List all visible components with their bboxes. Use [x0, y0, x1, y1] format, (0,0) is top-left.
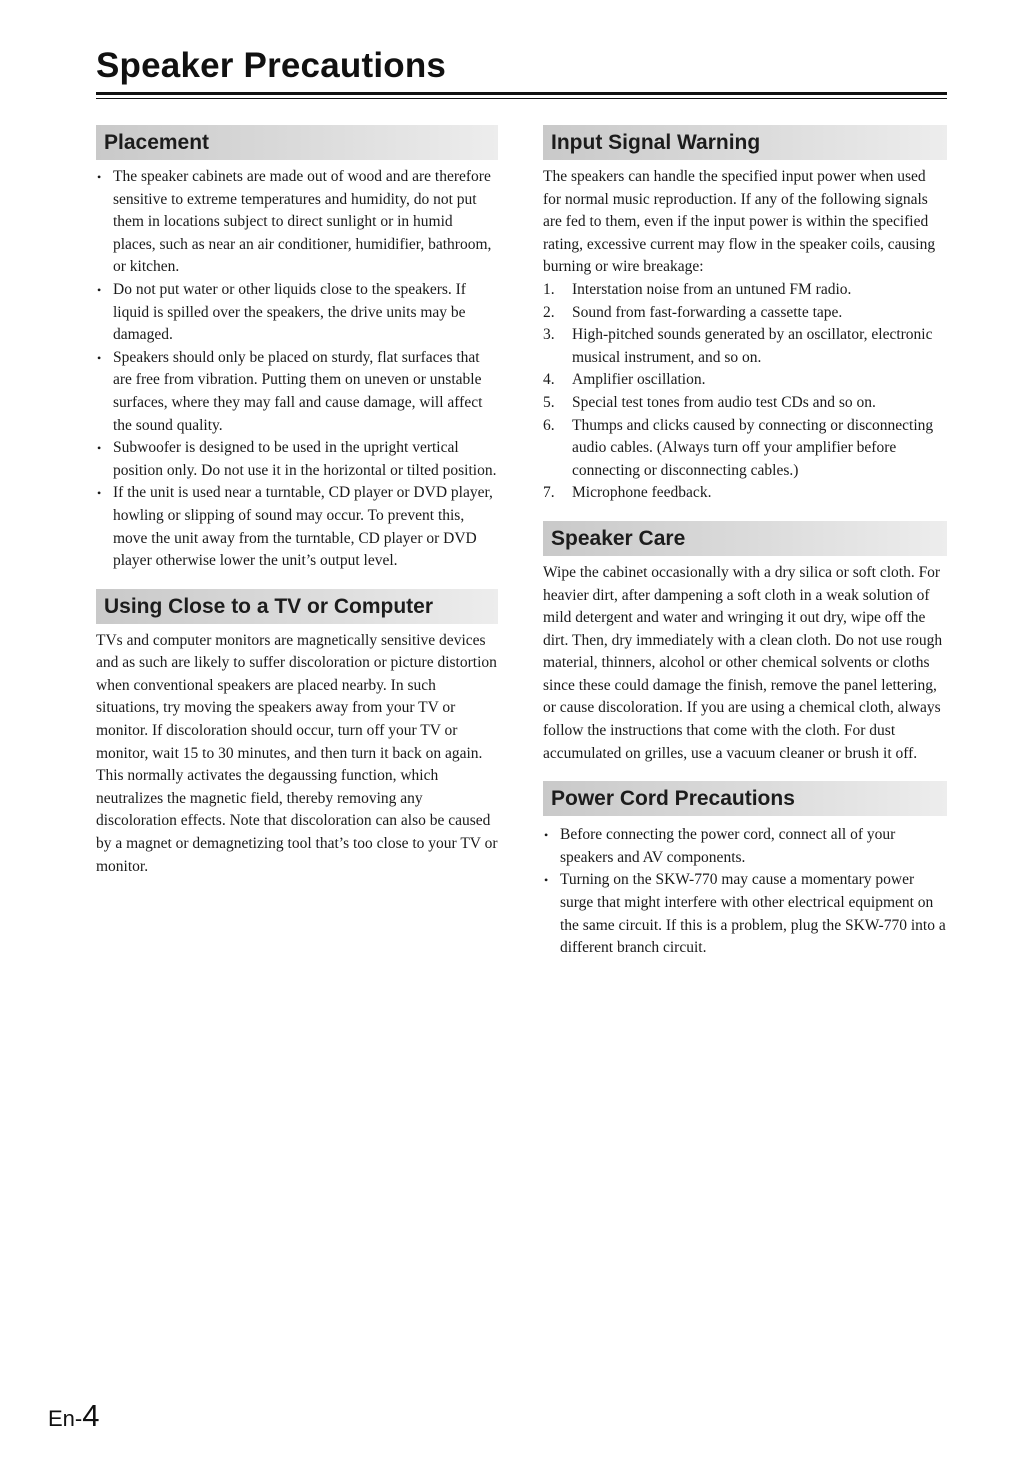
- item-text: Special test tones from audio test CDs and so on.: [572, 393, 876, 411]
- input-signal-item: [543, 415, 947, 483]
- power-cord-list: [543, 824, 947, 960]
- placement-item: • Speakers should only be placed on sturdy, flat surfaces that are free from vibration. Putting them on uneven or unstable surfaces, where they may fall and cause damage, will affect the sound quality.: [96, 347, 498, 437]
- speaker-care-heading: Speaker Care: [543, 521, 947, 556]
- placement-item: • The speaker cabinets are made out of wood and are therefore sensitive to extreme temperatures and humidity, do not put them in locations subject to direct sunlight or in humid places, such as near an air conditioner, humidifier, bathroom, or kitchen.: [96, 166, 498, 279]
- input-signal-list: [543, 279, 947, 505]
- input-signal-item: [543, 482, 947, 505]
- page-number-digit: 4: [82, 1398, 100, 1433]
- input-signal-section: [543, 125, 947, 505]
- input-signal-item: [543, 279, 947, 302]
- power-cord-section: [543, 781, 947, 960]
- page-number: [48, 1398, 100, 1434]
- power-cord-item: • Turning on the SKW-770 may cause a momentary power surge that might interfere with other electrical equipment on the same circuit. If this is a problem, plug the SKW-770 into a different branch circuit.: [543, 869, 947, 959]
- title-rule-thin: [96, 98, 947, 99]
- placement-item: • Subwoofer is designed to be used in the upright vertical position only. Do not use it in the horizontal or tilted position.: [96, 437, 498, 482]
- item-text: Interstation noise from an untuned FM radio.: [572, 280, 852, 298]
- item-text: Amplifier oscillation.: [572, 371, 706, 389]
- right-column: [543, 125, 947, 968]
- tv-heading: Using Close to a TV or Computer: [96, 589, 498, 624]
- input-signal-heading: Input Signal Warning: [543, 125, 947, 160]
- item-number: 1.: [543, 280, 555, 298]
- speaker-care-paragraph: Wipe the cabinet occasionally with a dry silica or soft cloth. For heavier dirt, after dampening a soft cloth in a weak solution of mild detergent and water and wringing it out dry, wipe off the dirt. Then, dry immediately with a clean cloth. Do not use rough material, thinners, alcohol or other chemical solvents or cloths since these could damage the finish, remove the panel lettering, or cause discoloration. If you are using a chemical cloth, always follow the instructions that come with the cloth. For dust accumulated on grilles, use a vacuum cleaner or brush it off.: [543, 563, 943, 762]
- input-signal-item: [543, 392, 947, 415]
- placement-heading: Placement: [96, 125, 498, 160]
- input-signal-item: [543, 369, 947, 392]
- item-number: 3.: [543, 326, 555, 344]
- item-text: Thumps and clicks caused by connecting or disconnecting audio cables. (Always turn off your amplifier before connecting or disconnecting cables.): [572, 416, 934, 479]
- placement-list: [96, 166, 498, 573]
- power-cord-item: • Before connecting the power cord, connect all of your speakers and AV components.: [543, 824, 947, 869]
- title-rule-thick: [96, 92, 947, 95]
- item-text: Microphone feedback.: [572, 484, 712, 502]
- item-text: High-pitched sounds generated by an oscillator, electronic musical instrument, and so on.: [572, 326, 933, 366]
- input-signal-intro: The speakers can handle the specified input power when used for normal music reproduction. If any of the following signals are fed to them, even if the input power is within the specified rating, excessive current may flow in the speaker coils, causing burning or wire breakage:: [543, 168, 936, 276]
- placement-item: • Do not put water or other liquids close to the speakers. If liquid is spilled over the speakers, the drive units may be damaged.: [96, 279, 498, 347]
- item-text: Sound from fast-forwarding a cassette tape.: [572, 303, 843, 321]
- page-title: Speaker Precautions: [96, 46, 447, 85]
- item-number: 2.: [543, 303, 555, 321]
- tv-paragraph: TVs and computer monitors are magnetically sensitive devices and as such are likely to suffer discoloration or picture distortion when conventional speakers are placed nearby. In such situations, try moving the speakers away from your TV or monitor. If discoloration should occur, turn off your TV or monitor, wait 15 to 30 minutes, and then turn it back on again. This normally activates the degaussing function, which neutralizes the magnetic field, thereby removing any discoloration effects. Note that discoloration can also be caused by a magnet or demagnetizing tool that’s too close to your TV or monitor.: [96, 631, 498, 875]
- item-number: 5.: [543, 393, 555, 411]
- input-signal-item: [543, 302, 947, 325]
- item-number: 4.: [543, 371, 555, 389]
- item-number: 7.: [543, 484, 555, 502]
- placement-item: • If the unit is used near a turntable, CD player or DVD player, howling or slipping of sound may occur. To prevent this, move the unit away from the turntable, CD player or DVD player otherwise lower the unit’s output level.: [96, 482, 498, 572]
- speaker-care-section: [543, 521, 947, 765]
- power-cord-heading: Power Cord Precautions: [543, 781, 947, 816]
- placement-section: [96, 125, 498, 573]
- input-signal-item: [543, 324, 947, 369]
- item-number: 6.: [543, 416, 555, 434]
- page-number-prefix: En-: [48, 1406, 83, 1431]
- left-column: [96, 125, 498, 886]
- tv-section: [96, 589, 498, 879]
